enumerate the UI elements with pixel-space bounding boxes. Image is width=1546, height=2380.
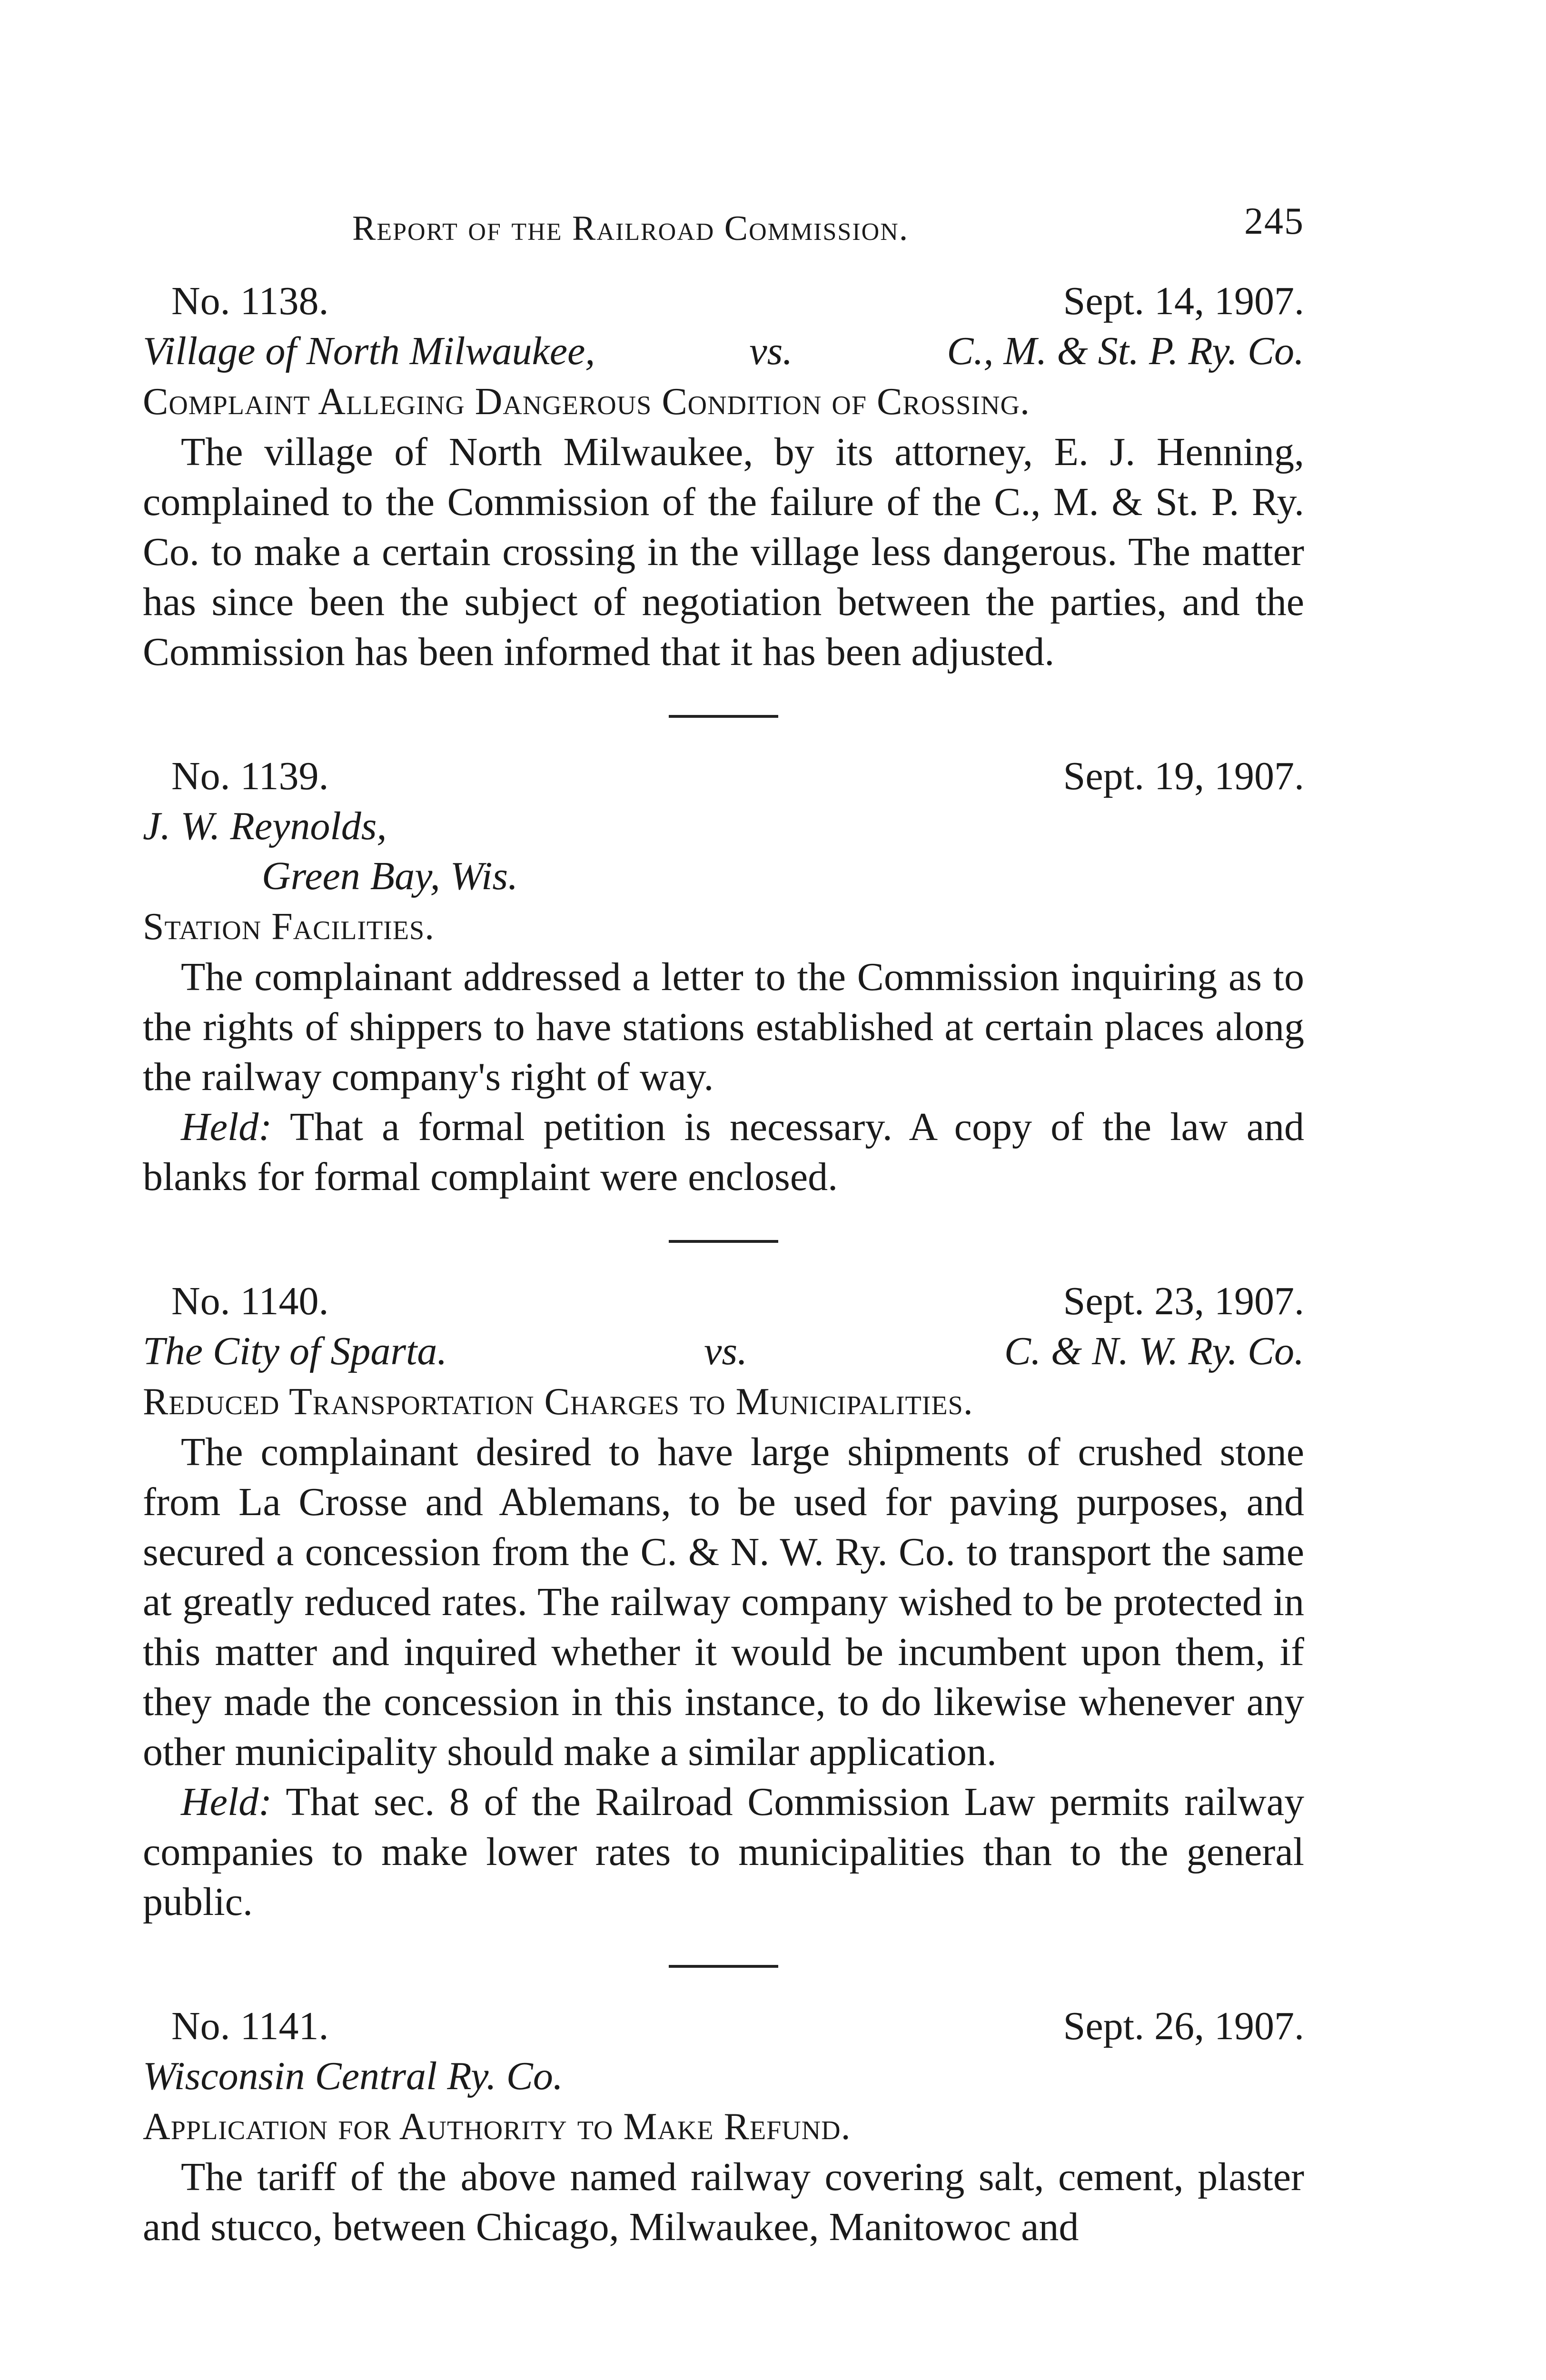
case-number-row: [143, 1276, 1304, 1326]
section-divider: [669, 1240, 778, 1243]
case-parties-row: [143, 326, 1304, 376]
case-date: Sept. 14, 1907.: [1063, 279, 1304, 323]
case-paragraph: The village of North Milwaukee, by its attorney, E. J. Henning, complained to the Commission of the failure of the C., M. & St. P. Ry. Co. to make a certain crossing in the village less dangerous. The matter has since been the subject of negotiation between the parties, and the Commission has been informed that it has been adjusted.: [143, 430, 1304, 674]
case-entry-1139: [143, 751, 1304, 1202]
case-holding: [143, 1102, 1304, 1202]
complainant: Wisconsin Central Ry. Co.: [143, 2054, 563, 2098]
running-head: [143, 200, 1304, 257]
respondent: C., M. & St. P. Ry. Co.: [947, 329, 1304, 373]
case-number: No. 1141.: [171, 2004, 329, 2048]
page: [143, 200, 1304, 2252]
case-number-row: [143, 276, 1304, 326]
complainant-location: Green Bay, Wis.: [262, 854, 518, 898]
case-paragraph: The complainant desired to have large shipments of crushed stone from La Crosse and Ablemans, to be used for paving purposes, and secured a concession from the C. & N. W. Ry. Co. to transport the same at greatly reduced rates. The railway company wished to be protected in this matter and inquired whether it would be incumbent upon them, if they made the concession in this instance, to do likewise whenever any other municipality should make a similar application.: [143, 1430, 1304, 1774]
respondent: C. & N. W. Ry. Co.: [1004, 1329, 1304, 1373]
held-text: That sec. 8 of the Railroad Commission Law permits railway companies to make lower rates to municipalities than to the general public.: [143, 1780, 1305, 1924]
page-number: 245: [1244, 200, 1304, 242]
case-date: Sept. 26, 1907.: [1063, 2004, 1304, 2048]
case-paragraph: The complainant addressed a letter to the Commission inquiring as to the rights of shippers to have stations established at certain places along the railway company's right of way.: [143, 955, 1304, 1099]
case-heading: Station Facilities.: [143, 906, 435, 948]
section-divider: [669, 1965, 778, 1968]
case-entry-1140: [143, 1276, 1304, 1927]
case-number: No. 1139.: [171, 754, 329, 798]
complainant: J. W. Reynolds,: [143, 804, 387, 848]
case-number: No. 1140.: [171, 1279, 329, 1323]
case-heading: Complaint Alleging Dangerous Condition of Crossing.: [143, 381, 1030, 423]
case-holding: [143, 1777, 1304, 1927]
complainant: The City of Sparta.: [143, 1329, 447, 1373]
case-entry-1141: [143, 2001, 1304, 2252]
case-parties-row: [143, 1326, 1304, 1376]
versus: vs.: [749, 329, 793, 373]
case-number-row: [143, 2001, 1304, 2051]
case-date: Sept. 19, 1907.: [1063, 754, 1304, 798]
held-text: That a formal petition is necessary. A copy of the law and blanks for formal complaint were enclosed.: [143, 1105, 1304, 1199]
running-title: Report of the Railroad Commission.: [352, 209, 909, 248]
held-label: Held:: [181, 1780, 272, 1824]
case-heading: Reduced Transportation Charges to Municipalities.: [143, 1381, 973, 1423]
versus: vs.: [704, 1329, 748, 1373]
case-number: No. 1138.: [171, 279, 329, 323]
case-entry-1138: [143, 276, 1304, 677]
case-date: Sept. 23, 1907.: [1063, 1279, 1304, 1323]
case-number-row: [143, 751, 1304, 801]
case-heading: Application for Authority to Make Refund.: [143, 2106, 851, 2148]
held-label: Held:: [181, 1105, 272, 1149]
section-divider: [669, 715, 778, 718]
complainant: Village of North Milwaukee,: [143, 329, 595, 373]
case-paragraph: The tariff of the above named railway covering salt, cement, plaster and stucco, between Chicago, Milwaukee, Manitowoc and: [143, 2155, 1304, 2249]
